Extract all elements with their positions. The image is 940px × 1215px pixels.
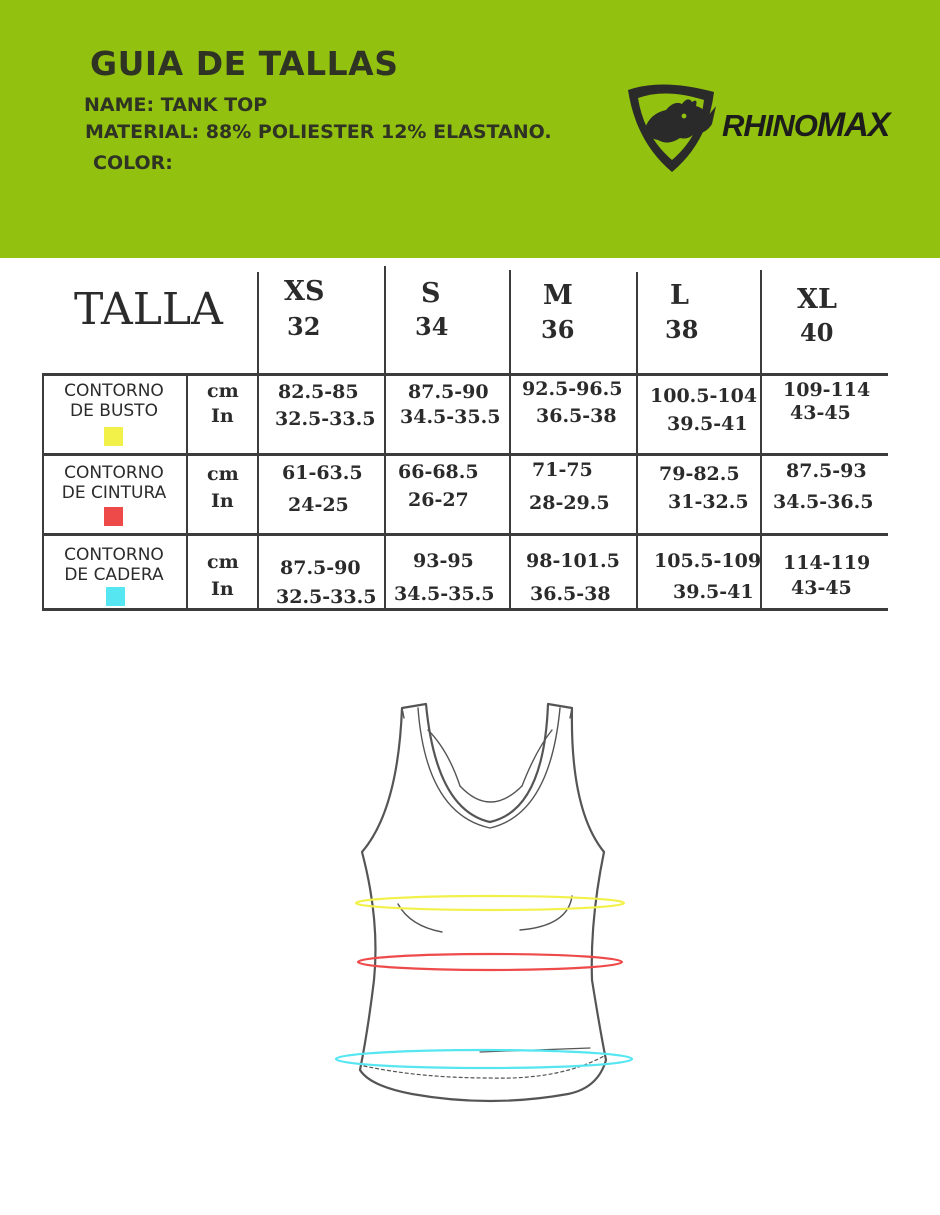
waist-in-xl: 34.5-36.5 [773,491,874,513]
product-color: COLOR: [93,152,173,174]
bust-cm-xs: 82.5-85 [278,381,359,403]
brand-logo [622,76,912,176]
waist-in-xs: 24-25 [288,494,349,516]
waist-cm-l: 79-82.5 [659,463,740,485]
bust-cm-xl: 109-114 [783,379,871,401]
bust-cm-m: 92.5-96.5 [522,378,623,400]
product-name: NAME: TANK TOP [84,94,268,116]
table-rule [42,533,888,536]
hip-cm-m: 98-101.5 [526,550,620,572]
hip-in-l: 39.5-41 [673,581,754,603]
waist-in-l: 31-32.5 [668,491,749,513]
row-label-waist: CONTORNO DE CINTURA [61,463,167,503]
hip-cm-l: 105.5-109 [654,550,762,572]
unit-in: In [211,405,234,427]
unit-in: In [211,490,234,512]
brand-wordmark: RHINOMAX [722,106,890,144]
hip-cm-xl: 114-119 [783,552,871,574]
waist-measure-line [358,954,622,970]
bust-in-s: 34.5-35.5 [400,406,501,428]
hip-measure-line [336,1050,632,1068]
hip-in-m: 36.5-38 [530,583,611,605]
bust-in-xs: 32.5-33.5 [275,408,376,430]
hip-cm-s: 93-95 [413,550,474,572]
table-rule [42,608,888,611]
hip-in-s: 34.5-35.5 [394,583,495,605]
hip-in-xs: 32.5-33.5 [276,586,377,608]
table-divider [509,270,511,610]
bust-in-m: 36.5-38 [536,405,617,427]
size-number-xl: 40 [800,318,834,347]
waist-cm-s: 66-68.5 [398,461,479,483]
size-number-m: 36 [541,315,575,344]
size-number-xs: 32 [287,312,321,341]
table-divider [186,374,188,610]
product-material: MATERIAL: 88% POLIESTER 12% ELASTANO. [85,121,552,143]
unit-cm: cm [207,551,239,573]
table-rule [42,453,888,456]
hip-in-xl: 43-45 [791,577,852,599]
row-label-bust: CONTORNO DE BUSTO [64,381,164,421]
waist-color-swatch [104,507,123,526]
bust-measure-line [356,896,624,910]
size-code-l: L [670,280,689,311]
hip-color-swatch [106,587,125,606]
bust-cm-l: 100.5-104 [650,385,758,407]
table-divider [257,272,259,610]
rhino-shield-icon [622,76,722,176]
waist-cm-xs: 61-63.5 [282,462,363,484]
page-title: GUIA DE TALLAS [90,44,399,83]
size-number-s: 34 [415,312,449,341]
size-code-s: S [421,278,441,309]
bust-cm-s: 87.5-90 [408,381,489,403]
size-code-xl: XL [797,284,837,315]
bust-in-l: 39.5-41 [667,413,748,435]
row-label-hip: CONTORNO DE CADERA [64,545,164,585]
size-header-label: TALLA [74,284,223,335]
bust-in-xl: 43-45 [790,402,851,424]
header-banner [0,0,940,258]
size-number-l: 38 [665,315,699,344]
size-code-m: M [543,280,573,311]
size-code-xs: XS [284,276,325,307]
bust-color-swatch [104,427,123,446]
waist-in-m: 28-29.5 [529,492,610,514]
waist-cm-m: 71-75 [532,459,593,481]
unit-in: In [211,578,234,600]
unit-cm: cm [207,380,239,402]
tank-top-outline-icon [330,690,650,1110]
unit-cm: cm [207,463,239,485]
waist-cm-xl: 87.5-93 [786,460,867,482]
hip-cm-xs: 87.5-90 [280,557,361,579]
table-divider [636,272,638,610]
table-divider [384,266,386,610]
table-rule [42,373,888,376]
waist-in-s: 26-27 [408,489,469,511]
